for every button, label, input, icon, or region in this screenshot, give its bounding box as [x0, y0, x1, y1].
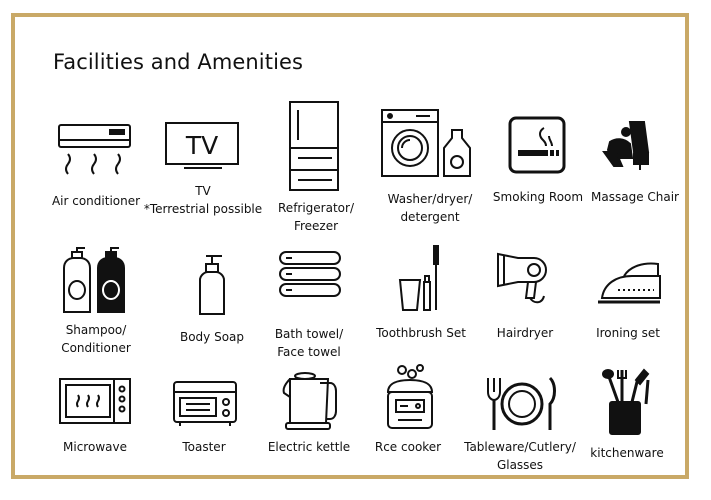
shampoo-conditioner-icon: [60, 246, 132, 314]
amenity-label: Toothbrush Set: [376, 326, 466, 340]
amenity-label: kitchenware: [590, 446, 664, 460]
toothbrush-set-icon: [396, 244, 446, 314]
tableware-icon: [484, 376, 558, 432]
electric-kettle-icon: [280, 371, 340, 431]
amenity-label: Toaster: [182, 440, 226, 454]
amenity-label: Electric kettle: [267, 440, 351, 454]
svg-text:TV: TV: [185, 131, 219, 160]
amenity-label: Smoking Room: [492, 190, 584, 204]
amenity-label: TV *Terrestrial possible: [143, 184, 263, 216]
washer-detergent-icon: [380, 108, 480, 180]
refrigerator-icon: [288, 100, 342, 192]
hairdryer-icon: [494, 244, 556, 306]
microwave-icon: [58, 377, 134, 427]
air-conditioner-icon: [58, 120, 134, 180]
amenity-label: Shampoo/ Conditioner: [61, 323, 131, 355]
tv-icon: [164, 120, 242, 172]
iron-icon: [594, 258, 664, 304]
amenity-label: Microwave: [63, 440, 127, 454]
toaster-icon: [172, 380, 238, 428]
amenity-label: Rce cooker: [374, 440, 442, 454]
smoking-room-icon: [508, 116, 566, 174]
rice-cooker-icon: [384, 364, 436, 432]
massage-chair-icon: [600, 120, 656, 172]
body-soap-icon: [194, 252, 230, 316]
amenity-label: Air conditioner: [51, 194, 141, 208]
amenity-label: Hairdryer: [496, 326, 554, 340]
amenity-label: Body Soap: [179, 330, 245, 344]
amenity-label: Bath towel/ Face towel: [274, 327, 344, 359]
kitchenware-icon: [602, 368, 652, 436]
page-title: Facilities and Amenities: [53, 50, 304, 74]
amenity-label: Ironing set: [596, 326, 660, 340]
amenity-label: Refrigerator/ Freezer: [278, 201, 354, 233]
amenity-label: Tableware/Cutlery/ Glasses: [464, 440, 576, 472]
amenity-label: Massage Chair: [591, 190, 679, 204]
towels-icon: [276, 250, 342, 310]
amenity-label: Washer/dryer/ detergent: [387, 192, 473, 224]
